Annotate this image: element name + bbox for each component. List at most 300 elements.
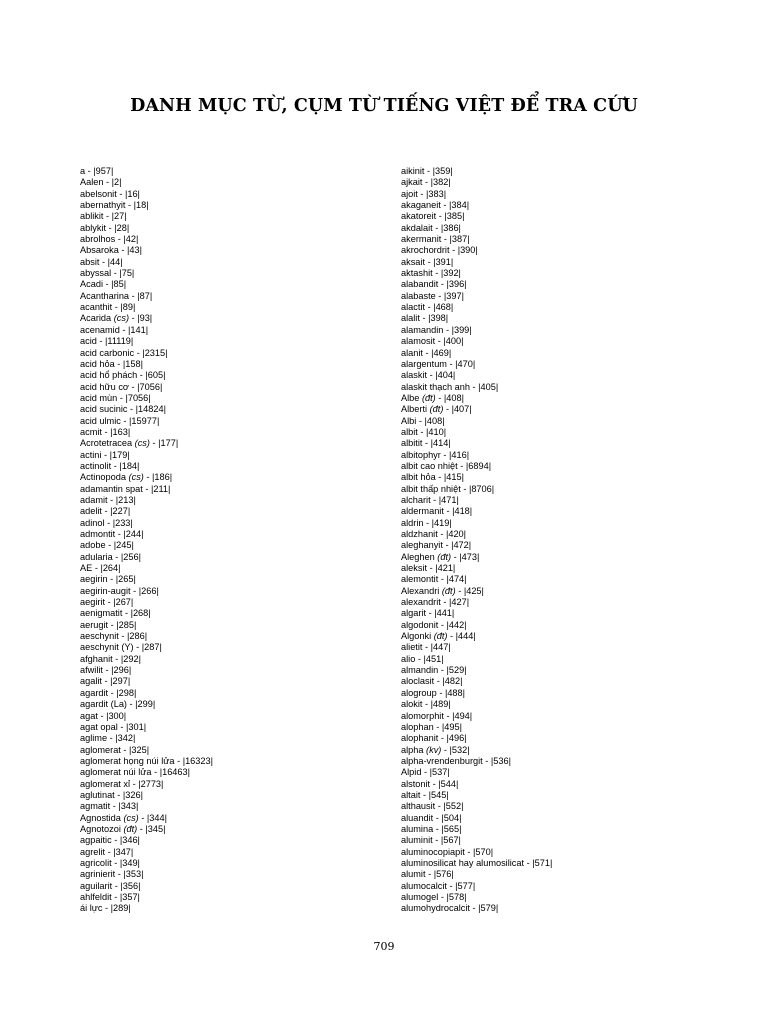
entry-ref: |8706| — [468, 483, 495, 494]
index-entry: admontit - |244| — [80, 529, 144, 539]
entry-ref: |415| — [443, 472, 465, 483]
entry-term: ái lực — [80, 903, 103, 914]
index-entry: Agnostida (cs) - |344| — [80, 812, 168, 823]
index-entry: algarit - |441| — [401, 608, 455, 619]
index-entry: alactit - |468| — [401, 302, 454, 313]
index-entry: ablikit - |27| — [80, 211, 127, 222]
entry-term: aglomerat núi lửa — [80, 767, 152, 778]
index-entry: afghanit - |292| — [80, 653, 141, 664]
entry-ref: |6894| — [465, 460, 492, 471]
entry-term: alstonit — [401, 778, 431, 789]
index-entry: alogroup - |488| — [401, 687, 466, 698]
entry-ref: |400| — [443, 336, 464, 347]
entry-note: (đt) — [441, 585, 456, 596]
index-entry: alio - |451| — [401, 653, 444, 664]
entry-ref: |504| — [441, 812, 462, 823]
entry-term: algarit — [401, 608, 427, 619]
index-entry: aenigmatit - |268| — [80, 608, 151, 619]
entry-term: acid sucinic — [80, 404, 128, 415]
index-entry: Alberti (đt) - |407| — [401, 404, 472, 415]
index-entry: acmit - |163| — [80, 426, 131, 437]
entry-ref: |11119| — [105, 336, 134, 347]
entry-note: (đt) — [421, 392, 436, 403]
entry-term: Actinopoda — [80, 472, 126, 483]
entry-term: Alpid — [401, 767, 422, 778]
entry-ref: |356| — [120, 880, 141, 891]
index-entry: albit hỏa - |415| — [401, 472, 465, 483]
index-entry: alumit - |576| — [401, 869, 454, 880]
index-entry: acid - |11119| — [80, 336, 134, 347]
entry-term: absit — [80, 256, 100, 267]
entry-term: adinol — [80, 517, 105, 528]
index-entry: Actinopoda (cs) - |186| — [80, 472, 173, 483]
entry-ref: |382| — [430, 177, 451, 188]
entry-ref: |408| — [443, 392, 465, 403]
entry-term: acanthit — [80, 302, 113, 313]
entry-term: Aleghen — [401, 551, 435, 562]
entry-term: agricolit — [80, 857, 112, 868]
index-entry: abernathyit - |18| — [80, 200, 149, 211]
entry-term: aeschynit — [80, 631, 119, 642]
entry-term: Albe — [401, 392, 420, 403]
entry-ref: |345| — [145, 823, 166, 834]
entry-ref: |396| — [446, 279, 467, 290]
index-column-right — [401, 166, 731, 915]
index-entry: agat opal - |301| — [80, 721, 147, 732]
index-entry: alargentum - |470| — [401, 358, 476, 369]
index-entry: aglomerat xỉ - |2773| — [80, 778, 164, 789]
entry-term: agalit — [80, 676, 102, 687]
entry-ref: |420| — [445, 529, 467, 539]
entry-term: alcharit — [401, 494, 431, 505]
entry-ref: |576| — [433, 869, 454, 880]
index-entry: Albe (đt) - |408| — [401, 392, 465, 403]
entry-ref: |414| — [430, 438, 451, 449]
entry-term: aluminit — [401, 835, 433, 846]
entry-ref: |579| — [478, 903, 499, 914]
index-entry: agrinierit - |353| — [80, 869, 144, 880]
index-entry: algodonit - |442| — [401, 619, 467, 630]
index-entry: aldermanit - |418| — [401, 506, 473, 517]
entry-term: agrelit — [80, 846, 106, 857]
entry-ref: |398| — [428, 313, 449, 324]
entry-note: (cs) — [134, 438, 150, 449]
entry-ref: |357| — [119, 892, 140, 902]
entry-ref: |141| — [128, 324, 149, 335]
entry-ref: |300| — [106, 710, 127, 721]
entry-note: (đt) — [437, 551, 452, 562]
entry-term: aluandit — [401, 812, 434, 823]
entry-ref: |292| — [120, 653, 141, 664]
entry-ref: |957| — [93, 166, 114, 176]
index-entry: ajoit - |383| — [401, 188, 447, 199]
entry-term: acmit — [80, 426, 102, 437]
index-entry: alemontit - |474| — [401, 574, 467, 585]
entry-term: aglomerat họng núi lửa — [80, 755, 175, 766]
entry-term: alpha — [401, 744, 424, 755]
index-entry: aleksit - |421| — [401, 563, 456, 574]
entry-term: aglomerat xỉ — [80, 778, 131, 789]
entry-term: acid hữu cơ — [80, 381, 129, 392]
index-entry: Acarida (cs) - |93| — [80, 313, 153, 324]
entry-term: alogroup — [401, 687, 437, 698]
index-entry: acid mùn - |7056| — [80, 392, 151, 403]
entry-term: afghanit — [80, 653, 113, 664]
entry-term: agat — [80, 710, 98, 721]
entry-note: (cs) — [128, 472, 144, 483]
entry-ref: |552| — [443, 801, 464, 812]
index-entry: aguilarit - |356| — [80, 880, 141, 891]
index-entry: afwilit - |296| — [80, 665, 132, 676]
entry-term: alactit — [401, 302, 426, 313]
entry-term: abrolhos — [80, 234, 116, 245]
entry-term: agardit (La) — [80, 699, 127, 710]
index-entry: ajkait - |382| — [401, 177, 451, 188]
entry-ref: |488| — [444, 687, 466, 698]
index-entry: albitit - |414| — [401, 438, 451, 449]
entry-term: altait — [401, 789, 421, 800]
entry-ref: |163| — [110, 426, 131, 437]
entry-term: alabandit — [401, 279, 439, 290]
entry-term: albitit — [401, 438, 423, 449]
entry-term: Alberti — [401, 404, 428, 415]
index-entry: aluminosilicat hay alumosilicat - |571| — [401, 857, 553, 868]
entry-term: acid ulmic — [80, 415, 121, 426]
entry-term: Agnostida — [80, 812, 121, 823]
index-entry: acid hữu cơ - |7056| — [80, 381, 163, 392]
index-entry: alanit - |469| — [401, 347, 452, 358]
entry-ref: |344| — [146, 812, 168, 823]
entry-term: aluminocopiapit — [401, 846, 465, 857]
entry-ref: |299| — [135, 699, 156, 710]
entry-ref: |427| — [449, 597, 470, 608]
entry-term: aerugit — [80, 619, 109, 630]
entry-ref: |495| — [441, 721, 462, 732]
entry-ref: |444| — [455, 631, 476, 642]
index-entry: Aleghen (đt) - |473| — [401, 551, 480, 562]
entry-term: Acantharina — [80, 290, 130, 301]
index-entry: Alexandri (đt) - |425| — [401, 585, 484, 596]
entry-term: albit hỏa — [401, 472, 436, 483]
entry-ref: |529| — [446, 665, 467, 676]
entry-term: actini — [80, 449, 102, 460]
entry-term: adularia — [80, 551, 113, 562]
entry-ref: |578| — [446, 892, 467, 902]
entry-term: abelsonit — [80, 188, 117, 199]
entry-term: alamandin — [401, 324, 444, 335]
entry-term: aleksit — [401, 563, 428, 574]
page-title: DANH MỤC TỪ, CỤM TỪ TIẾNG VIỆT ĐỂ TRA CỨU — [130, 96, 638, 116]
entry-ref: |347| — [113, 846, 134, 857]
entry-term: akaganeit — [401, 200, 441, 211]
entry-ref: |285| — [116, 619, 137, 630]
entry-term: abyssal — [80, 268, 112, 279]
entry-term: Acrotetracea — [80, 438, 133, 449]
entry-ref: |482| — [442, 676, 463, 687]
entry-term: Acarida — [80, 313, 112, 324]
index-entry: Alpid - |537| — [401, 767, 450, 778]
entry-ref: |93| — [137, 313, 153, 324]
entry-term: aenigmatit — [80, 608, 123, 619]
entry-term: alumina — [401, 823, 434, 834]
entry-ref: |469| — [431, 347, 452, 358]
entry-term: admontit — [80, 529, 116, 539]
entry-term: acid hỏa — [80, 358, 115, 369]
entry-term: aglime — [80, 733, 108, 744]
index-entry: Acadi - |85| — [80, 279, 127, 290]
entry-ref: |184| — [119, 460, 140, 471]
index-entry: adamantin spat - |211| — [80, 483, 171, 494]
entry-term: AE — [80, 563, 93, 574]
entry-term: adamantin spat — [80, 483, 143, 494]
entry-ref: |387| — [449, 234, 470, 245]
index-entry: aegirin - |265| — [80, 574, 136, 585]
entry-note: (đt) — [123, 823, 138, 834]
entry-ref: |419| — [431, 517, 452, 528]
entry-ref: |213| — [115, 494, 136, 505]
entry-ref: |265| — [115, 574, 136, 585]
entry-ref: |286| — [127, 631, 148, 642]
index-entry: agardit - |298| — [80, 687, 137, 698]
index-entry: alabandit - |396| — [401, 279, 467, 290]
entry-term: aegirit — [80, 597, 106, 608]
entry-term: alumohydrocalcit — [401, 903, 470, 914]
index-entry: agardit (La) - |299| — [80, 699, 156, 710]
entry-ref: |473| — [459, 551, 480, 562]
index-entry: aksait - |391| — [401, 256, 454, 267]
index-entry: altait - |545| — [401, 789, 449, 800]
entry-term: aegirin-augit — [80, 585, 131, 596]
entry-ref: |353| — [123, 869, 144, 880]
entry-term: agmatit — [80, 801, 111, 812]
index-entry: abelsonit - |16| — [80, 188, 140, 199]
entry-ref: |325| — [129, 744, 150, 755]
index-entry: althausit - |552| — [401, 801, 464, 812]
index-entry: alumogel - |578| — [401, 892, 467, 902]
entry-term: alophan — [401, 721, 434, 732]
entry-ref: |298| — [116, 687, 137, 698]
entry-ref: |421| — [435, 563, 456, 574]
entry-term: algodonit — [401, 619, 439, 630]
entry-term: ajoit — [401, 188, 418, 199]
index-entry: alietit - |447| — [401, 642, 451, 653]
index-entry: agat - |300| — [80, 710, 127, 721]
entry-ref: |7056| — [137, 381, 163, 392]
entry-term: alaskit — [401, 370, 428, 381]
entry-term: Albi — [401, 415, 417, 426]
index-entry: adinol - |233| — [80, 517, 133, 528]
index-entry: ái lực - |289| — [80, 903, 131, 914]
entry-ref: |267| — [113, 597, 134, 608]
index-entry: alumohydrocalcit - |579| — [401, 903, 499, 914]
entry-ref: |16| — [124, 188, 140, 199]
entry-ref: |343| — [118, 801, 139, 812]
index-entry: aluminocopiapit - |570| — [401, 846, 494, 857]
entry-term: acid hổ phách — [80, 370, 138, 381]
entry-term: aguilarit — [80, 880, 113, 891]
index-entry: alalit - |398| — [401, 313, 449, 324]
entry-ref: |399| — [451, 324, 472, 335]
index-entry: adelit - |227| — [80, 506, 131, 517]
entry-term: adamit — [80, 494, 108, 505]
entry-term: aglomerat — [80, 744, 121, 755]
entry-ref: |289| — [110, 903, 131, 914]
index-entry: aloclasit - |482| — [401, 676, 463, 687]
index-entry: aerugit - |285| — [80, 619, 137, 630]
entry-ref: |16463| — [159, 767, 191, 778]
index-entry: alamandin - |399| — [401, 324, 472, 335]
index-entry: akdalait - |386| — [401, 222, 461, 233]
entry-ref: |186| — [152, 472, 173, 483]
entry-term: Acadi — [80, 279, 103, 290]
entry-ref: |392| — [440, 268, 461, 279]
entry-ref: |227| — [110, 506, 131, 517]
index-entry: Aalen - |2| — [80, 177, 122, 188]
index-entry: alophan - |495| — [401, 721, 462, 732]
entry-ref: |87| — [137, 290, 153, 301]
entry-ref: |472| — [451, 540, 472, 551]
entry-term: albit cao nhiệt — [401, 460, 458, 471]
entry-term: acenamid — [80, 324, 120, 335]
entry-term: alumogel — [401, 892, 439, 902]
index-entry: Absaroka - |43| — [80, 245, 142, 256]
entry-ref: |301| — [125, 721, 147, 732]
entry-ref: |359| — [432, 166, 453, 176]
index-entry: aglime - |342| — [80, 733, 136, 744]
entry-ref: |447| — [430, 642, 451, 653]
entry-ref: |7056| — [125, 392, 151, 403]
entry-term: albitophyr — [401, 449, 441, 460]
index-entry: aldrin - |419| — [401, 517, 452, 528]
index-entry: Albi - |408| — [401, 415, 445, 426]
entry-term: a — [80, 166, 86, 176]
index-entry: akaganeit - |384| — [401, 200, 470, 211]
entry-ref: |471| — [438, 494, 459, 505]
index-entry: abyssal - |75| — [80, 268, 135, 279]
entry-ref: |544| — [438, 778, 459, 789]
index-entry: ablykit - |28| — [80, 222, 130, 233]
index-entry: aegirit - |267| — [80, 597, 134, 608]
entry-ref: |410| — [426, 426, 447, 437]
index-entry: akatoreit - |385| — [401, 211, 465, 222]
entry-ref: |404| — [435, 370, 456, 381]
entry-ref: |416| — [449, 449, 470, 460]
entry-ref: |577| — [455, 880, 476, 891]
index-entry: aglomerat - |325| — [80, 744, 150, 755]
entry-ref: |545| — [428, 789, 449, 800]
entry-ref: |179| — [109, 449, 130, 460]
index-entry: alaskit thạch anh - |405| — [401, 381, 499, 392]
entry-ref: |2| — [111, 177, 122, 188]
index-entry: alumocalcit - |577| — [401, 880, 476, 891]
index-entry: Agnotozoi (đt) - |345| — [80, 823, 166, 834]
index-entry: aldzhanit - |420| — [401, 529, 467, 539]
index-entry: acid hỏa - |158| — [80, 358, 144, 369]
index-entry: aegirin-augit - |266| — [80, 585, 159, 596]
entry-ref: |470| — [455, 358, 476, 369]
index-entry: abrolhos - |42| — [80, 234, 139, 245]
entry-ref: |385| — [444, 211, 465, 222]
index-entry: agrelit - |347| — [80, 846, 134, 857]
index-entry: alumina - |565| — [401, 823, 462, 834]
entry-ref: |468| — [433, 302, 454, 313]
entry-ref: |177| — [158, 438, 179, 449]
entry-term: ajkait — [401, 177, 423, 188]
entry-ref: |268| — [130, 608, 151, 619]
entry-term: adobe — [80, 540, 106, 551]
entry-ref: |18| — [133, 200, 149, 211]
index-entry: albit thấp nhiệt - |8706| — [401, 483, 495, 494]
entry-ref: |494| — [452, 710, 473, 721]
entry-ref: |27| — [111, 211, 127, 222]
entry-term: Aalen — [80, 177, 104, 188]
entry-ref: |16323| — [182, 755, 214, 766]
entry-ref: |256| — [120, 551, 141, 562]
entry-note: (kv) — [426, 744, 442, 755]
entry-term: aeschynit (Y) — [80, 642, 134, 653]
entry-ref: |75| — [119, 268, 135, 279]
index-column-left — [80, 166, 385, 915]
index-entry: agmatit - |343| — [80, 801, 139, 812]
entry-term: alamosit — [401, 336, 436, 347]
entry-ref: |425| — [463, 585, 484, 596]
entry-ref: |342| — [115, 733, 136, 744]
index-entry: alstonit - |544| — [401, 778, 459, 789]
entry-term: akatoreit — [401, 211, 437, 222]
entry-ref: |451| — [423, 653, 444, 664]
entry-ref: |397| — [443, 290, 465, 301]
entry-ref: |565| — [441, 823, 462, 834]
index-entry: alaskit - |404| — [401, 370, 456, 381]
index-entry: acenamid - |141| — [80, 324, 149, 335]
entry-ref: |233| — [112, 517, 133, 528]
index-entry: Acrotetracea (cs) - |177| — [80, 438, 179, 449]
entry-term: aktashit — [401, 268, 433, 279]
index-entry: alabaste - |397| — [401, 290, 465, 301]
index-entry: adularia - |256| — [80, 551, 141, 562]
entry-ref: |42| — [123, 234, 139, 245]
index-entry: alexandrit - |427| — [401, 597, 470, 608]
entry-term: alophanit — [401, 733, 439, 744]
entry-term: acid — [80, 336, 97, 347]
index-entry: albit - |410| — [401, 426, 447, 437]
entry-ref: |245| — [113, 540, 134, 551]
entry-term: aleghanyit — [401, 540, 443, 551]
index-entry: akermanit - |387| — [401, 234, 470, 245]
entry-note: (đt) — [433, 631, 448, 642]
index-entry: adobe - |245| — [80, 540, 134, 551]
index-entry: aglutinat - |326| — [80, 789, 144, 800]
entry-ref: |408| — [424, 415, 445, 426]
entry-term: acid carbonic — [80, 347, 135, 358]
entry-term: albit thấp nhiệt — [401, 483, 461, 494]
index-entry: agpaitic - |346| — [80, 835, 140, 846]
entry-ref: |297| — [110, 676, 131, 687]
entry-ref: |85| — [111, 279, 127, 290]
entry-ref: |211| — [151, 483, 171, 494]
index-entry: alcharit - |471| — [401, 494, 459, 505]
index-entry: AE - |264| — [80, 563, 121, 574]
entry-ref: |2773| — [138, 778, 164, 789]
entry-term: aksait — [401, 256, 426, 267]
index-entry: aeschynit (Y) - |287| — [80, 642, 162, 653]
index-entry: alpha (kv) - |532| — [401, 744, 470, 755]
entry-ref: |570| — [473, 846, 494, 857]
index-entry: agricolit - |349| — [80, 857, 140, 868]
entry-term: Absaroka — [80, 245, 119, 256]
entry-term: almandin — [401, 665, 439, 676]
entry-term: afwilit — [80, 665, 103, 676]
